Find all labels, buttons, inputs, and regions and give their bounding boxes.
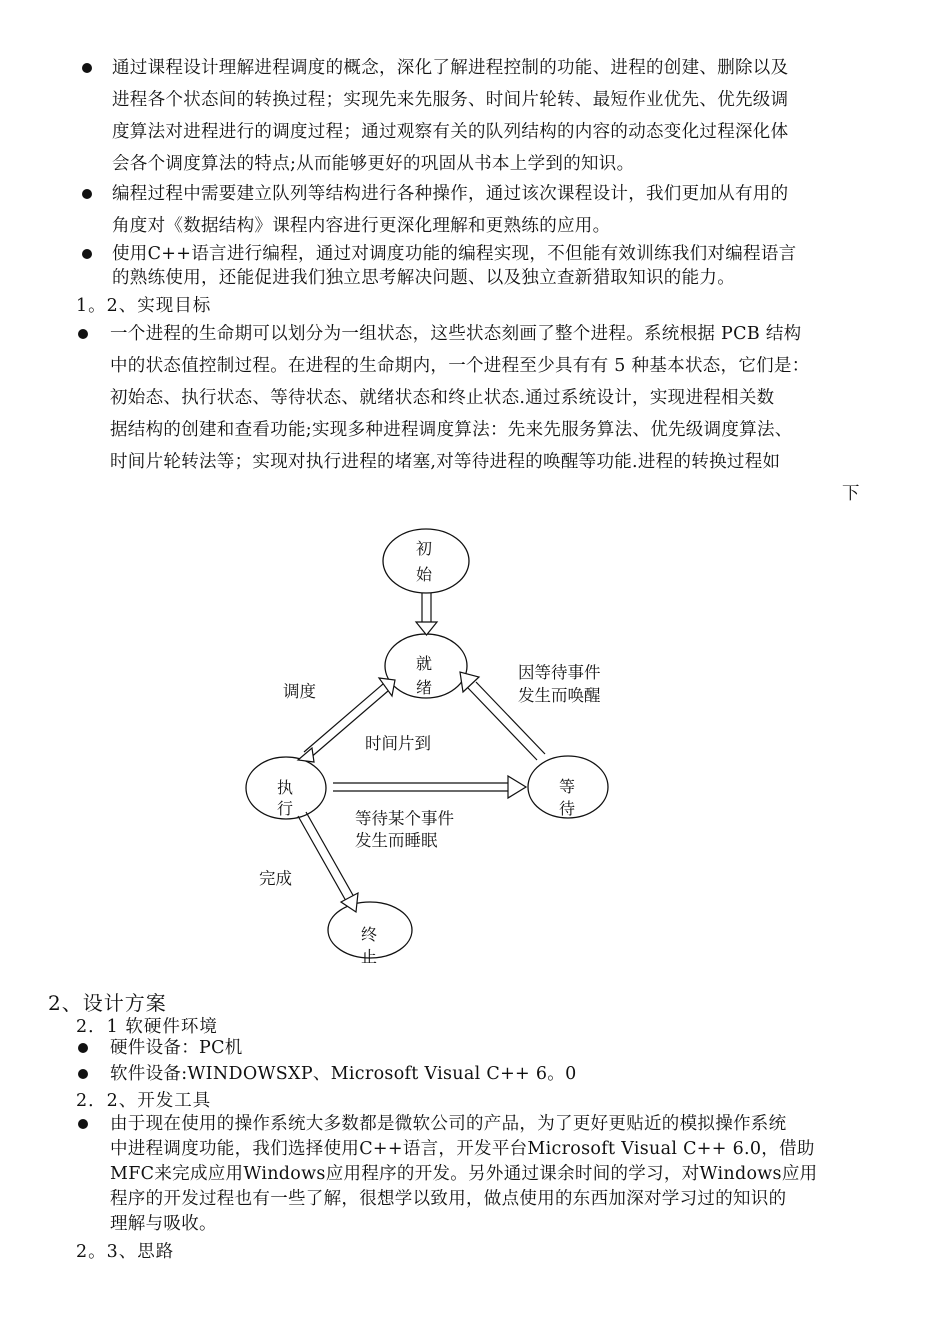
- label-sleep-line1: 等待某个事件: [355, 809, 454, 828]
- text-line: 使用C++语言进行编程，通过对调度功能的编程实现，不但能有效训练我们对编程语言: [112, 244, 797, 264]
- arrow-init-to-ready: [416, 593, 437, 635]
- text-line: 编程过程中需要建立队列等结构进行各种操作，通过该次课程设计，我们更加从有用的: [112, 184, 789, 204]
- text-line: 初始态、执行状态、等待状态、就绪状态和终止状态.通过系统设计，实现进程相关数: [110, 388, 775, 408]
- state-label: 就: [416, 654, 433, 673]
- subsection-2-1: 2．1 软硬件环境: [76, 1017, 218, 1037]
- state-label: 行: [277, 799, 294, 818]
- state-label: 等: [559, 777, 576, 796]
- text-line: 由于现在使用的操作系统大多数都是微软公司的产品，为了更好更贴近的模拟操作系统: [110, 1114, 787, 1134]
- state-label: 终: [361, 925, 378, 944]
- text-line: 中进程调度功能，我们选择使用C++语言，开发平台Microsoft Visual C++ 6.0，借助: [110, 1139, 815, 1159]
- text-line: 中的状态值控制过程。在进程的生命期内，一个进程至少具有有 5 种基本状态，它们是：: [110, 356, 810, 376]
- text-line: 通过课程设计理解进程调度的概念，深化了解进程控制的功能、进程的创建、删除以及: [112, 58, 789, 78]
- label-wake-line1: 因等待事件: [518, 663, 601, 682]
- label-done: 完成: [259, 869, 292, 888]
- bullet-dot: [78, 1069, 88, 1079]
- text-line: 一个进程的生命期可以划分为一组状态，这些状态刻画了整个进程。系统根据 PCB 结构: [110, 324, 802, 344]
- hardware-text: 硬件设备：PC机: [110, 1038, 243, 1058]
- bullet-dot: [82, 63, 92, 73]
- subsection-2-2: 2．2、开发工具: [76, 1091, 212, 1111]
- arrow-run-to-end: [298, 812, 358, 912]
- bullet-dot: [82, 189, 92, 199]
- text-line: 程序的开发过程也有一些了解，很想学以致用，做点使用的东西加深对学习过的知识的: [110, 1189, 787, 1209]
- bullet-dot: [78, 329, 88, 339]
- text-line: 下: [842, 484, 860, 504]
- label-timeslice: 时间片到: [365, 734, 431, 753]
- text-line: MFC来完成应用Windows应用程序的开发。另外通过课余时间的学习，对Windows应用: [110, 1164, 818, 1184]
- state-label: 始: [416, 565, 433, 584]
- text-line: 理解与吸收。: [110, 1214, 217, 1234]
- text-line: 会各个调度算法的特点;从而能够更好的巩固从书本上学到的知识。: [112, 154, 635, 174]
- text-line: 度算法对进程进行的调度过程；通过观察有关的队列结构的内容的动态变化过程深化体: [112, 122, 789, 142]
- label-wake-line2: 发生而唤醒: [518, 686, 601, 705]
- text-line: 时间片轮转法等；实现对执行进程的堵塞,对等待进程的唤醒等功能.进程的转换过程如: [110, 452, 781, 472]
- label-sleep-line2: 发生而睡眠: [355, 831, 438, 850]
- text-line: 进程各个状态间的转换过程；实现先来先服务、时间片轮转、最短作业优先、优先级调: [112, 90, 789, 110]
- bullet-dot: [78, 1043, 88, 1053]
- text-line: 角度对《数据结构》课程内容进行更深化理解和更熟练的应用。: [112, 216, 611, 236]
- process-state-diagram: [0, 510, 950, 980]
- text-line: 的熟练使用，还能促进我们独立思考解决问题、以及独立查新猎取知识的能力。: [112, 268, 735, 288]
- label-schedule: 调度: [283, 682, 316, 701]
- text-line: 据结构的创建和查看功能;实现多种进程调度算法：先来先服务算法、优先级调度算法、: [110, 420, 793, 440]
- bullet-dot: [78, 1119, 88, 1129]
- subsection-2-3: 2。3、思路: [76, 1242, 175, 1262]
- section-heading-1-2: 1。2、实现目标: [76, 296, 212, 316]
- software-text: 软件设备:WINDOWSXP、Microsoft Visual C++ 6。0: [110, 1064, 577, 1084]
- state-label: 绪: [416, 678, 433, 697]
- state-label: 止: [361, 947, 378, 966]
- state-label: 待: [559, 799, 576, 818]
- bullet-dot: [82, 249, 92, 259]
- state-label: 执: [277, 778, 294, 797]
- arrow-run-to-wait: [333, 776, 526, 798]
- section-heading-2: 2、设计方案: [48, 991, 167, 1015]
- state-label: 初: [416, 539, 433, 558]
